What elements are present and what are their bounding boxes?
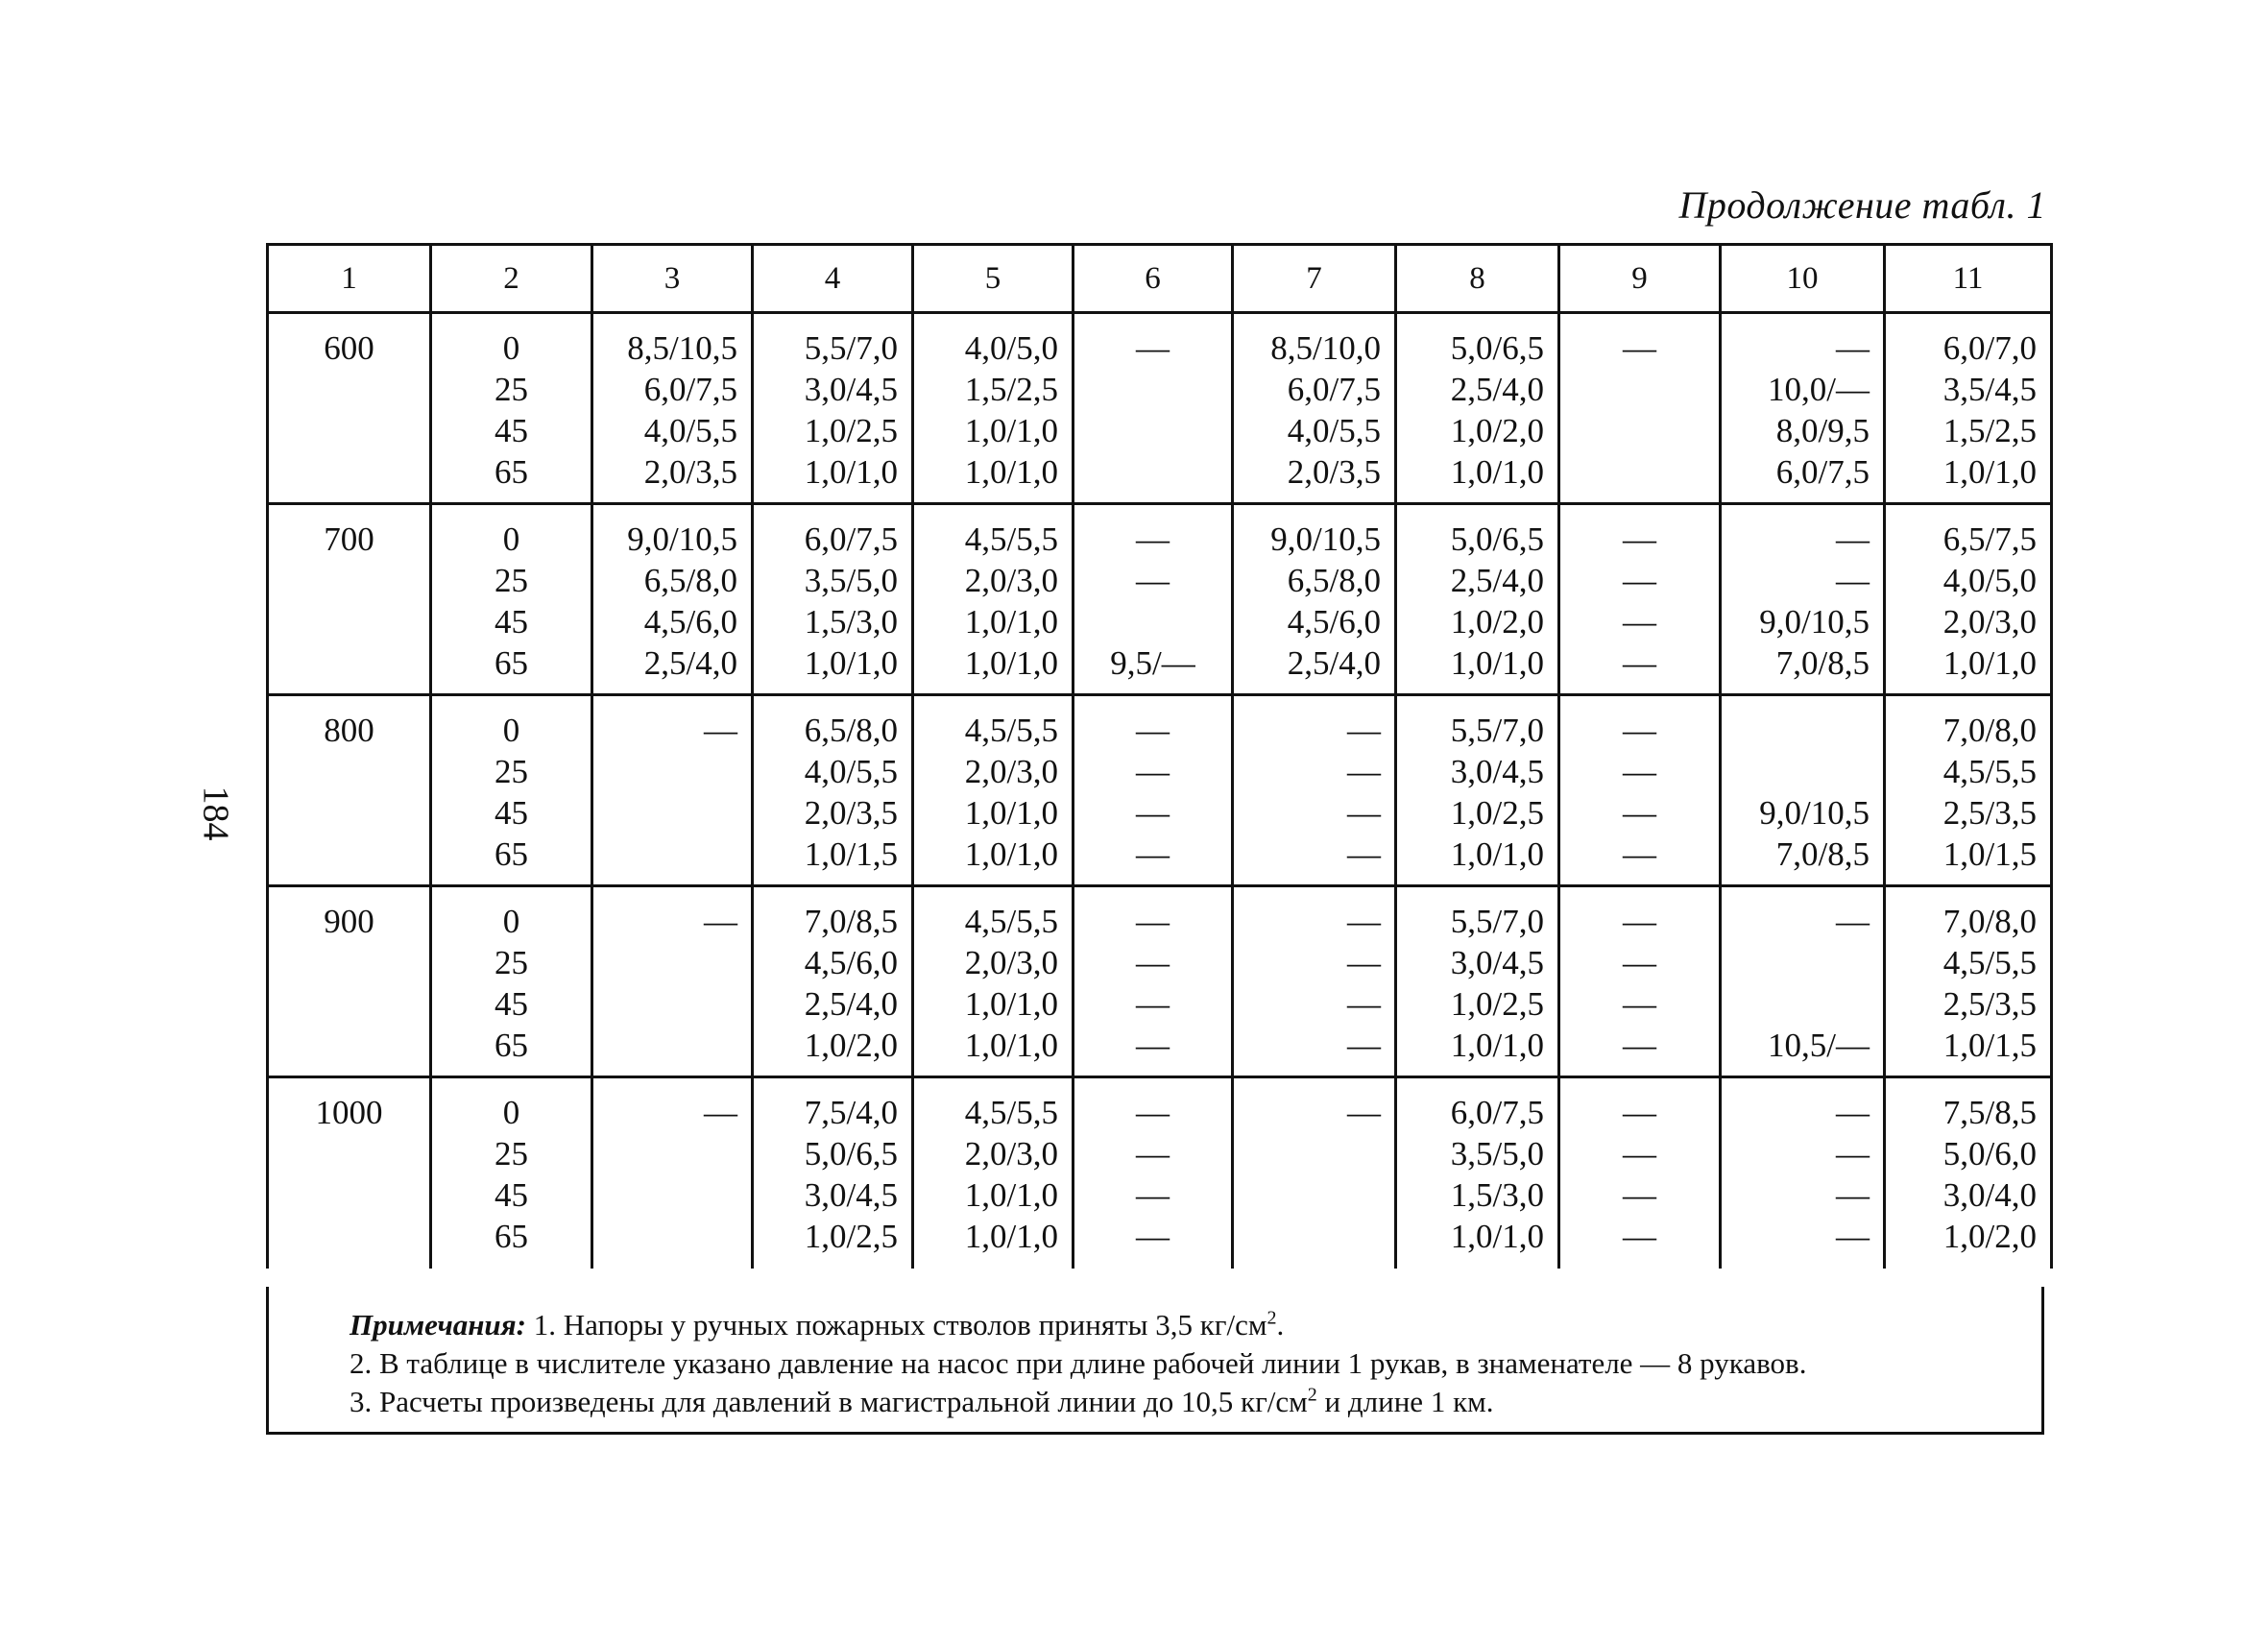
height-cell [431,313,592,504]
data-cell-col-9 [1559,504,1721,695]
cell-value: — [1623,712,1656,749]
data-cell-col-5 [913,695,1074,886]
cell-value: — [1347,712,1381,749]
cell-value: 2,5/4,0 [643,644,737,682]
cell-value: — [1136,520,1170,558]
cell-value: 8,5/10,0 [1270,329,1381,367]
cell-value: — [1347,1027,1381,1064]
cell-value: 6,0/7,5 [1775,453,1870,491]
cell-value: 3,0/4,5 [804,371,898,408]
data-cell-col-6 [1074,1077,1233,1269]
cell-value: 5,5/7,0 [1450,903,1544,940]
cell-value: 1,0/1,0 [1450,1027,1544,1064]
cell-value [593,1025,751,1066]
cell-value: 5,0/6,0 [1942,1135,2037,1173]
cell-value: 1,5/2,5 [1942,412,2037,449]
cell-value: 1,0/1,0 [964,985,1058,1023]
cell-value: — [1623,944,1656,981]
cell-value: 4,5/6,0 [1287,603,1381,641]
cell-value: 1,0/1,0 [964,1218,1058,1255]
cell-value: 6,0/7,5 [804,520,898,558]
note-3-text: 3. Расчеты произведены для давлений в магистральной линии до 10,5 кг/см [350,1385,1308,1418]
data-cell-col-6 [1074,313,1233,504]
table-row-group [268,313,2052,504]
cell-value [1074,601,1231,642]
data-cell-col-7 [1233,504,1396,695]
cell-value: 4,0/5,5 [1287,412,1381,449]
cell-value: 1,0/1,0 [964,603,1058,641]
cell-value: — [1347,835,1381,873]
data-cell-col-9 [1559,886,1721,1077]
cell-value: 7,0/8,5 [1775,644,1870,682]
data-cell-col-3 [592,504,753,695]
cell-value: 6,5/7,5 [1942,520,2037,558]
cell-value: — [1623,903,1656,940]
cell-value: 7,0/8,0 [1942,712,2037,749]
cell-value: 1,0/1,0 [964,644,1058,682]
data-cell-col-4 [753,504,913,695]
data-cell-col-3 [592,886,753,1077]
cell-value: 1,0/1,5 [1942,1027,2037,1064]
data-cell-col-3 [592,1077,753,1269]
data-cell-col-7 [1233,886,1396,1077]
cell-value: 25 [495,1135,528,1173]
height-cell [431,886,592,1077]
cell-value: 1,0/1,0 [1450,835,1544,873]
data-cell-col-8 [1396,1077,1559,1269]
cell-value: 65 [495,1027,528,1064]
cell-value: — [1836,1135,1870,1173]
column-header-11: 11 [1885,245,2052,313]
cell-value [1074,451,1231,493]
cell-value: 8,0/9,5 [1775,412,1870,449]
cell-value [1234,1174,1394,1216]
cell-value: 1,0/1,0 [804,453,898,491]
cell-value [593,1174,751,1216]
cell-value: 7,0/8,0 [1942,903,2037,940]
cell-value: 1,5/3,0 [804,603,898,641]
cell-value [1074,410,1231,451]
cell-value: 4,5/5,5 [964,520,1058,558]
cell-value: 7,0/8,5 [1775,835,1870,873]
note-1-end: . [1276,1308,1285,1342]
cell-value: — [1136,944,1170,981]
cell-value: — [1623,329,1656,367]
column-header-9: 9 [1559,245,1721,313]
flow-cell: 800 [268,695,431,886]
data-cell-col-5 [913,1077,1074,1269]
cell-value [593,834,751,875]
column-header-7: 7 [1233,245,1396,313]
cell-value [1722,942,1883,983]
cell-value [1560,369,1719,410]
cell-value: — [1623,1027,1656,1064]
data-cell-col-6 [1074,504,1233,695]
cell-value: 1,0/1,0 [964,1027,1058,1064]
cell-value: 5,5/7,0 [1450,712,1544,749]
cell-value: — [1136,562,1170,599]
cell-value: 6,5/8,0 [804,712,898,749]
cell-value: 4,5/5,5 [964,903,1058,940]
notes-block [266,1287,2044,1435]
cell-value: — [1136,1176,1170,1214]
cell-value: — [1136,794,1170,832]
cell-value: 7,0/8,5 [804,903,898,940]
cell-value: 0 [502,1094,520,1131]
cell-value: 10,5/— [1768,1027,1870,1064]
cell-value: 6,0/7,5 [1287,371,1381,408]
cell-value: — [1136,329,1170,367]
cell-value: 45 [495,985,528,1023]
data-cell-col-11 [1885,695,2052,886]
cell-value: 1,0/2,5 [1450,794,1544,832]
cell-value: 9,0/10,5 [1759,794,1870,832]
cell-value: — [1623,794,1656,832]
note-3 [350,1383,2041,1421]
flow-cell: 900 [268,886,431,1077]
cell-value [593,792,751,834]
cell-value [1722,751,1883,792]
table-row-group [268,886,2052,1077]
cell-value: 1,0/1,0 [1450,1218,1544,1255]
cell-value [593,942,751,983]
cell-value [593,1216,751,1257]
cell-value: 65 [495,835,528,873]
cell-value: 1,5/3,0 [1450,1176,1544,1214]
cell-value [1234,1216,1394,1257]
data-cell-col-10 [1721,313,1885,504]
cell-value: 0 [502,520,520,558]
data-cell-col-4 [753,313,913,504]
data-cell-col-5 [913,313,1074,504]
cell-value: 9,5/— [1110,644,1195,682]
data-cell-col-6 [1074,695,1233,886]
cell-value: — [1136,835,1170,873]
height-cell [431,504,592,695]
column-header-6: 6 [1074,245,1233,313]
cell-value: 4,0/5,5 [643,412,737,449]
data-cell-col-8 [1396,504,1559,695]
cell-value [1722,983,1883,1025]
table-row-group [268,504,2052,695]
column-header-1: 1 [268,245,431,313]
cell-value: — [1836,562,1870,599]
cell-value: 2,0/3,5 [804,794,898,832]
cell-value: 3,0/4,5 [1450,944,1544,981]
data-cell-col-11 [1885,886,2052,1077]
height-cell [431,695,592,886]
cell-value: 6,0/7,0 [1942,329,2037,367]
cell-value: 2,0/3,5 [643,453,737,491]
cell-value: 9,0/10,5 [627,520,737,558]
cell-value: 2,5/4,0 [1287,644,1381,682]
cell-value: 45 [495,603,528,641]
cell-value: — [1623,1218,1656,1255]
cell-value: 65 [495,644,528,682]
cell-value: — [1623,644,1656,682]
cell-value: — [1136,985,1170,1023]
cell-value: 5,0/6,5 [1450,520,1544,558]
cell-value: — [1136,753,1170,790]
cell-value: 1,0/2,0 [1942,1218,2037,1255]
cell-value [1722,710,1883,751]
column-header-4: 4 [753,245,913,313]
cell-value: 2,0/3,0 [964,1135,1058,1173]
cell-value: 4,0/5,0 [964,329,1058,367]
cell-value: — [1623,520,1656,558]
cell-value: 9,0/10,5 [1270,520,1381,558]
table-row-group [268,695,2052,886]
cell-value: 6,0/7,5 [1450,1094,1544,1131]
note-3-superscript: 2 [1307,1384,1317,1406]
cell-value [593,1133,751,1174]
cell-value: 25 [495,371,528,408]
cell-value: — [1836,1176,1870,1214]
data-cell-col-5 [913,886,1074,1077]
column-header-3: 3 [592,245,753,313]
note-1-superscript: 2 [1267,1307,1277,1329]
header-row [268,245,2052,313]
cell-value: 1,5/2,5 [964,371,1058,408]
cell-value: 0 [502,903,520,940]
cell-value: 65 [495,1218,528,1255]
page-number: 184 [195,786,236,841]
column-header-5: 5 [913,245,1074,313]
cell-value: 25 [495,562,528,599]
note-2-text: 2. В таблице в числителе указано давление на насос при длине рабочей линии 1 рукав, в знаменателе — 8 рукавов. [350,1346,1807,1380]
cell-value: — [1136,903,1170,940]
cell-value: 5,0/6,5 [1450,329,1544,367]
cell-value [1234,1133,1394,1174]
cell-value: 1,0/1,0 [1450,453,1544,491]
cell-value: 10,0/— [1768,371,1870,408]
cell-value: — [1136,1135,1170,1173]
cell-value: — [1623,562,1656,599]
cell-value: — [1136,712,1170,749]
cell-value: 1,0/1,0 [1450,644,1544,682]
data-cell-col-11 [1885,1077,2052,1269]
data-cell-col-11 [1885,313,2052,504]
cell-value: 2,0/3,5 [1287,453,1381,491]
data-cell-col-10 [1721,1077,1885,1269]
cell-value: — [1623,835,1656,873]
cell-value: 2,5/3,5 [1942,794,2037,832]
data-cell-col-7 [1233,313,1396,504]
cell-value: 1,0/1,0 [964,453,1058,491]
data-cell-col-3 [592,695,753,886]
data-cell-col-8 [1396,886,1559,1077]
cell-value: 9,0/10,5 [1759,603,1870,641]
table-caption: Продолжение табл. 1 [1678,183,2046,227]
cell-value: 3,0/4,0 [1942,1176,2037,1214]
cell-value: 4,0/5,0 [1942,562,2037,599]
cell-value: — [1623,753,1656,790]
cell-value: 1,0/1,5 [804,835,898,873]
cell-value: 0 [502,712,520,749]
note-2 [350,1344,2041,1383]
column-header-8: 8 [1396,245,1559,313]
table-body [268,313,2052,1269]
cell-value: 4,5/5,5 [1942,944,2037,981]
cell-value: 65 [495,453,528,491]
cell-value: 1,0/1,5 [1942,835,2037,873]
cell-value: 1,0/2,0 [804,1027,898,1064]
flow-cell: 600 [268,313,431,504]
cell-value: 3,5/5,0 [804,562,898,599]
cell-value: 0 [502,329,520,367]
cell-value: 6,5/8,0 [1287,562,1381,599]
cell-value: 3,5/5,0 [1450,1135,1544,1173]
cell-value: — [1623,603,1656,641]
cell-value [1074,369,1231,410]
flow-cell: 700 [268,504,431,695]
note-3-end: и длине 1 км. [1316,1385,1494,1418]
data-cell-col-10 [1721,504,1885,695]
height-cell [431,1077,592,1269]
cell-value: 5,0/6,5 [804,1135,898,1173]
note-1 [350,1306,2041,1344]
cell-value: 2,5/4,0 [1450,371,1544,408]
cell-value: 4,5/5,5 [964,1094,1058,1131]
note-1-text: 1. Напоры у ручных пожарных стволов приняты 3,5 кг/см [525,1308,1267,1342]
cell-value: 2,0/3,0 [1942,603,2037,641]
column-header-2: 2 [431,245,592,313]
cell-value: 25 [495,944,528,981]
cell-value: — [1347,944,1381,981]
cell-value: 3,0/4,5 [804,1176,898,1214]
cell-value: — [1136,1094,1170,1131]
table-row-group [268,1077,2052,1269]
cell-value: 6,0/7,5 [643,371,737,408]
cell-value: 1,0/2,5 [1450,985,1544,1023]
cell-value: — [1836,1094,1870,1131]
cell-value: — [704,1094,737,1131]
cell-value: 4,5/6,0 [804,944,898,981]
cell-value: 2,0/3,0 [964,753,1058,790]
cell-value: 1,0/1,0 [964,1176,1058,1214]
data-cell-col-9 [1559,695,1721,886]
cell-value: 2,5/3,5 [1942,985,2037,1023]
data-cell-col-8 [1396,695,1559,886]
cell-value: — [1136,1218,1170,1255]
data-cell-col-6 [1074,886,1233,1077]
cell-value: 2,0/3,0 [964,944,1058,981]
cell-value: — [1347,753,1381,790]
cell-value: 7,5/4,0 [804,1094,898,1131]
data-cell-col-10 [1721,886,1885,1077]
cell-value: 1,0/1,0 [964,835,1058,873]
data-cell-col-5 [913,504,1074,695]
cell-value: 4,5/5,5 [1942,753,2037,790]
data-cell-col-10 [1721,695,1885,886]
cell-value: 1,0/2,0 [1450,412,1544,449]
data-cell-col-9 [1559,313,1721,504]
cell-value: 45 [495,794,528,832]
cell-value [593,983,751,1025]
flow-cell: 1000 [268,1077,431,1269]
cell-value: 6,5/8,0 [643,562,737,599]
cell-value: 1,0/1,0 [964,794,1058,832]
cell-value: 7,5/8,5 [1942,1094,2037,1131]
cell-value: 1,0/2,5 [804,412,898,449]
data-cell-col-4 [753,1077,913,1269]
cell-value [1560,451,1719,493]
data-cell-col-8 [1396,313,1559,504]
cell-value: 1,0/2,5 [804,1218,898,1255]
data-cell-col-11 [1885,504,2052,695]
data-cell-col-3 [592,313,753,504]
cell-value: — [1836,903,1870,940]
cell-value: — [1623,1176,1656,1214]
data-cell-col-4 [753,886,913,1077]
cell-value: — [1623,1094,1656,1131]
cell-value: 3,5/4,5 [1942,371,2037,408]
cell-value: 3,0/4,5 [1450,753,1544,790]
cell-value [593,751,751,792]
cell-value: 2,5/4,0 [804,985,898,1023]
cell-value: — [1347,985,1381,1023]
cell-value: — [1347,794,1381,832]
cell-value: 45 [495,1176,528,1214]
cell-value: 1,0/1,0 [964,412,1058,449]
column-header-10: 10 [1721,245,1885,313]
cell-value: 4,5/5,5 [964,712,1058,749]
cell-value [1560,410,1719,451]
cell-value: — [1836,1218,1870,1255]
cell-value: 8,5/10,5 [627,329,737,367]
cell-value: 2,5/4,0 [1450,562,1544,599]
cell-value: 1,0/2,0 [1450,603,1544,641]
cell-value: — [1136,1027,1170,1064]
cell-value: 1,0/1,0 [804,644,898,682]
data-cell-col-7 [1233,1077,1396,1269]
cell-value: 1,0/1,0 [1942,644,2037,682]
data-cell-col-9 [1559,1077,1721,1269]
data-cell-col-4 [753,695,913,886]
data-cell-col-7 [1233,695,1396,886]
cell-value: 45 [495,412,528,449]
cell-value: 1,0/1,0 [1942,453,2037,491]
cell-value: 4,0/5,5 [804,753,898,790]
cell-value: — [1623,1135,1656,1173]
cell-value: — [1623,985,1656,1023]
cell-value: — [704,903,737,940]
cell-value: — [1347,903,1381,940]
cell-value: — [1347,1094,1381,1131]
cell-value: 25 [495,753,528,790]
cell-value: — [1836,520,1870,558]
cell-value: 4,5/6,0 [643,603,737,641]
cell-value: — [704,712,737,749]
notes-label: Примечания: [350,1308,526,1342]
cell-value: 5,5/7,0 [804,329,898,367]
pressure-table [266,243,2053,1269]
cell-value: — [1836,329,1870,367]
cell-value: 2,0/3,0 [964,562,1058,599]
